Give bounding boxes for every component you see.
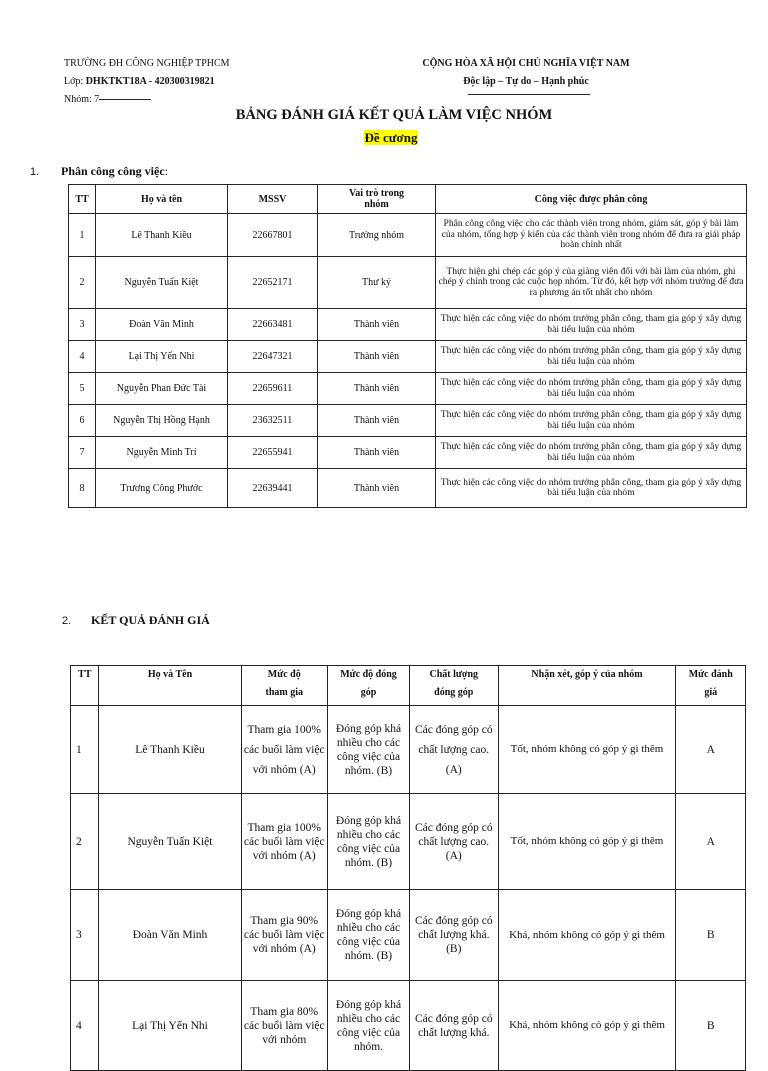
assignment-header-row <box>69 185 747 214</box>
member-name: Nguyễn Tuấn Kiệt <box>99 794 241 890</box>
member-name: Đoàn Văn Minh <box>96 309 228 341</box>
student-id: 22667801 <box>228 214 318 257</box>
member-role: Thành viên <box>318 469 436 508</box>
table-row <box>71 706 746 794</box>
student-id: 22652171 <box>228 257 318 309</box>
table-row <box>69 341 747 373</box>
final-grade: A <box>676 794 746 890</box>
member-role: Thành viên <box>318 373 436 405</box>
assigned-task: Thực hiện các công việc do nhóm trưởng phân công, tham gia góp ý xây dựng bài tiểu luận của nhóm <box>436 469 747 508</box>
contribution-quality: Các đóng góp có chất lượng cao. (A) <box>410 706 498 794</box>
row-number: 3 <box>71 890 99 981</box>
row-number: 4 <box>71 981 99 1071</box>
header-tt: TT <box>71 666 99 706</box>
header-grade-text: Mức đánh giá <box>688 669 733 698</box>
member-role: Thành viên <box>318 309 436 341</box>
group-comment: Tốt, nhóm không có góp ý gì thêm <box>498 706 676 794</box>
table-row <box>69 309 747 341</box>
row-number: 2 <box>69 257 96 309</box>
row-number: 8 <box>69 469 96 508</box>
member-name: Lê Thanh Kiều <box>99 706 241 794</box>
member-role: Trưởng nhóm <box>318 214 436 257</box>
evaluation-header-row <box>71 666 746 706</box>
table-row <box>69 437 747 469</box>
section-1-colon: : <box>164 164 169 178</box>
school-header <box>64 55 230 109</box>
row-number: 7 <box>69 437 96 469</box>
member-name: Nguyễn Tuấn Kiệt <box>96 257 228 309</box>
evaluation-table <box>70 665 746 1071</box>
assigned-task: Thực hiện ghi chép các góp ý của giảng viên đối với bài làm của nhóm, ghi chép ý chính trong các cuộc họp nhóm. Từ đó, kết hợp với nhóm trưởng để đưa ra phương án tốt nhất cho nhóm <box>436 257 747 309</box>
row-number: 1 <box>69 214 96 257</box>
assigned-task: Thực hiện các công việc do nhóm trưởng phân công, tham gia góp ý xây dựng bài tiểu luận của nhóm <box>436 309 747 341</box>
header-contribution <box>327 666 409 706</box>
republic-name: CỘNG HÒA XÃ HỘI CHỦ NGHĨA VIỆT NAM <box>422 58 630 69</box>
class-line <box>64 73 230 91</box>
contribution-level: Đóng góp khá nhiều cho các công việc của nhóm. <box>327 981 409 1071</box>
table-row <box>69 373 747 405</box>
student-id: 23632511 <box>228 405 318 437</box>
assignment-table <box>68 184 747 508</box>
participation-level: Tham gia 100% các buổi làm việc với nhóm (A) <box>241 706 327 794</box>
header-contribution-text: Mức độ đóng góp <box>340 669 397 698</box>
national-header <box>400 55 652 91</box>
participation-level: Tham gia 100% các buổi làm việc với nhóm (A) <box>241 794 327 890</box>
member-role: Thành viên <box>318 341 436 373</box>
header-participation-text: Mức độ tham gia <box>265 669 303 698</box>
class-value: DHKTKT18A - 420300319821 <box>85 76 215 87</box>
header-tt: TT <box>69 185 96 214</box>
table-row <box>69 214 747 257</box>
header-participation <box>241 666 327 706</box>
final-grade: B <box>676 981 746 1071</box>
motto-underline <box>468 94 590 95</box>
member-name: Đoàn Văn Minh <box>99 890 241 981</box>
contribution-level: Đóng góp khá nhiều cho các công việc của nhóm. (B) <box>327 706 409 794</box>
member-role: Thành viên <box>318 437 436 469</box>
member-name: Lại Thị Yến Nhi <box>96 341 228 373</box>
assigned-task: Thực hiện các công việc do nhóm trưởng phân công, tham gia góp ý xây dựng bài tiểu luận của nhóm <box>436 373 747 405</box>
table-row <box>69 469 747 508</box>
table-row <box>71 794 746 890</box>
row-number: 6 <box>69 405 96 437</box>
student-id: 22647321 <box>228 341 318 373</box>
page-subtitle <box>0 130 768 146</box>
student-id: 22659611 <box>228 373 318 405</box>
contribution-quality: Các đóng góp có chất lượng cao.(A) <box>410 794 498 890</box>
section-2-number: 2. <box>62 615 72 627</box>
participation-level: Tham gia 90% các buổi làm việc với nhóm (A) <box>241 890 327 981</box>
table-row <box>69 405 747 437</box>
section-1-heading <box>30 164 168 179</box>
header-quality <box>410 666 498 706</box>
page-title: BẢNG ĐÁNH GIÁ KẾT QUẢ LÀM VIỆC NHÓM <box>235 107 553 123</box>
header-role-text: Vai trò trong nhóm <box>349 188 404 210</box>
header-task: Công việc được phân công <box>436 185 747 214</box>
table-row <box>71 981 746 1071</box>
assigned-task: Thực hiện các công việc do nhóm trưởng phân công, tham gia góp ý xây dựng bài tiểu luận của nhóm <box>436 405 747 437</box>
member-role: Thành viên <box>318 405 436 437</box>
student-id: 22655941 <box>228 437 318 469</box>
subtitle-highlight: Đề cương <box>364 130 418 145</box>
header-name: Họ và tên <box>96 185 228 214</box>
class-label: Lớp: <box>64 76 86 87</box>
participation-level: Tham gia 80% các buổi làm việc với nhóm <box>241 981 327 1071</box>
national-motto: Độc lập – Tự do – Hạnh phúc <box>463 76 589 87</box>
member-role: Thư ký <box>318 257 436 309</box>
group-label: Nhóm: 7 <box>64 94 100 105</box>
final-grade: B <box>676 890 746 981</box>
assigned-task: Thực hiện các công việc do nhóm trưởng phân công, tham gia góp ý xây dựng bài tiểu luận của nhóm <box>436 341 747 373</box>
section-2-heading <box>62 613 210 628</box>
header-role <box>318 185 436 214</box>
member-name: Lại Thị Yến Nhi <box>99 981 241 1071</box>
row-number: 5 <box>69 373 96 405</box>
row-number: 3 <box>69 309 96 341</box>
section-2-title: KẾT QUẢ ĐÁNH GIÁ <box>91 613 210 627</box>
table-row <box>69 257 747 309</box>
group-comment: Khá, nhóm không có góp ý gì thêm <box>498 890 676 981</box>
contribution-level: Đóng góp khá nhiều cho các công việc của nhóm. (B) <box>327 794 409 890</box>
group-comment: Khá, nhóm không có góp ý gì thêm <box>498 981 676 1071</box>
row-number: 4 <box>69 341 96 373</box>
student-id: 22663481 <box>228 309 318 341</box>
row-number: 2 <box>71 794 99 890</box>
final-grade: A <box>676 706 746 794</box>
section-1-number: 1. <box>30 166 40 178</box>
table-row <box>71 890 746 981</box>
school-name: TRƯỜNG ĐH CÔNG NGHIỆP TPHCM <box>64 58 230 69</box>
section-1-title: Phân công công việc <box>61 164 165 178</box>
group-underline <box>99 99 151 100</box>
header-quality-text: Chất lượng đóng góp <box>429 669 479 698</box>
header-fullname: Họ và Tên <box>99 666 241 706</box>
group-comment: Tốt, nhóm không có góp ý gì thêm <box>498 794 676 890</box>
assigned-task: Thực hiện các công việc do nhóm trưởng phân công, tham gia góp ý xây dựng bài tiểu luận của nhóm <box>436 437 747 469</box>
member-name: Lê Thanh Kiều <box>96 214 228 257</box>
member-name: Nguyễn Minh Trí <box>96 437 228 469</box>
member-name: Trương Công Phước <box>96 469 228 508</box>
header-comment: Nhận xét, góp ý của nhóm <box>498 666 676 706</box>
row-number: 1 <box>71 706 99 794</box>
contribution-level: Đóng góp khá nhiều cho các công việc của nhóm. (B) <box>327 890 409 981</box>
contribution-quality: Các đóng góp có chất lượng khá. <box>410 981 498 1071</box>
member-name: Nguyễn Phan Đức Tài <box>96 373 228 405</box>
member-name: Nguyễn Thị Hồng Hạnh <box>96 405 228 437</box>
assigned-task: Phân công công việc cho các thành viên trong nhóm, giám sát, góp ý bài làm của nhóm, tổng hợp ý kiến của các thành viên trong nhóm để đưa ra giải pháp hoàn chỉnh nhất <box>436 214 747 257</box>
header-mssv: MSSV <box>228 185 318 214</box>
header-grade <box>676 666 746 706</box>
student-id: 22639441 <box>228 469 318 508</box>
contribution-quality: Các đóng góp có chất lượng khá. (B) <box>410 890 498 981</box>
